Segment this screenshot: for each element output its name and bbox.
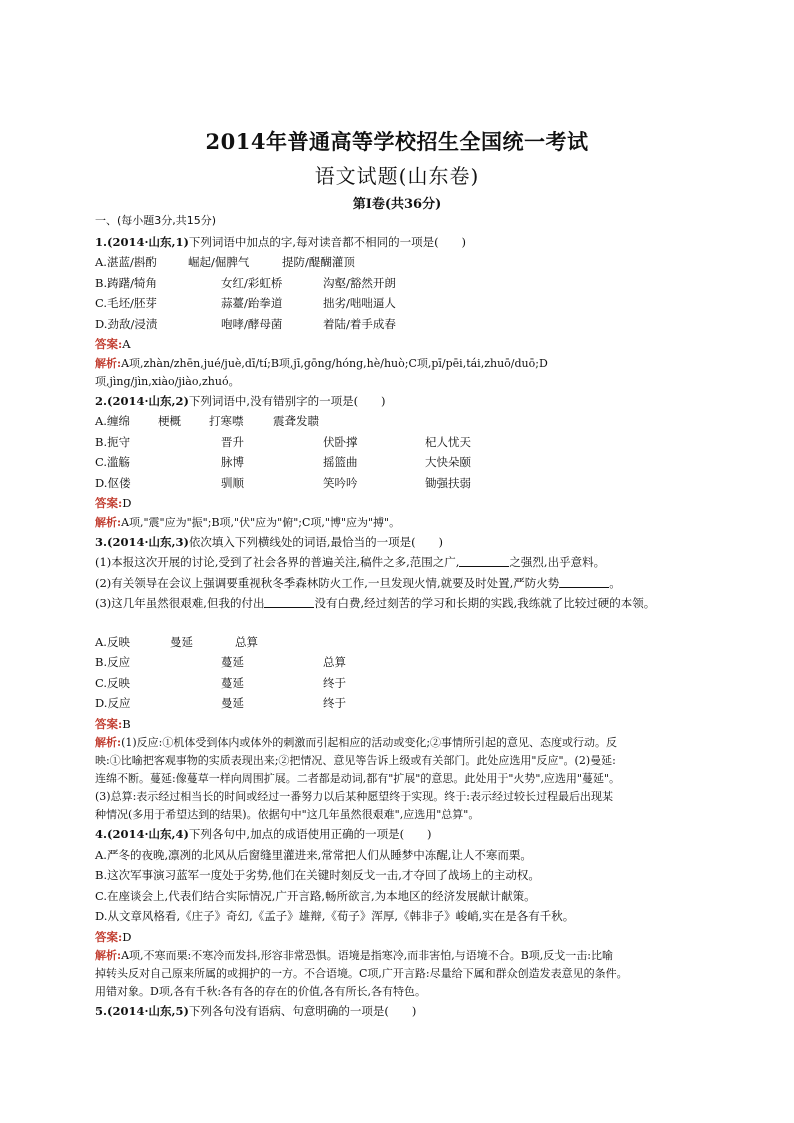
exam-subtitle: 语文试题(山东卷) — [314, 164, 480, 188]
q3-option-d: D.反应 曼延 终于 — [95, 696, 346, 710]
q3-explanation-line: (3)总算:表示经过相当长的时间或经过一番努力以后某种愿望终于实现。终于:表示经过较长过程最后出现某 — [95, 790, 613, 803]
section-heading: 一、(每小题3分,共15分) — [95, 214, 217, 227]
question-1-stem: 1.(2014·山东,1)下列词语中加点的字,每对读音都不相同的一项是( ) — [95, 234, 467, 249]
q4-option-a: A.严冬的夜晚,凛冽的北风从后窗缝里灌进来,常常把人们从睡梦中冻醒,让人不寒而栗。 — [95, 847, 532, 862]
q2-option-d: D.伛偻 驯顺 笑吟吟 锄强扶弱 — [95, 475, 471, 490]
q3-explanation-line: 映:①比喻把客观事物的实质表现出来;②把情况、意见等告诉上级或有关部门。此处应选用"反应"。(2)曼延: — [95, 754, 616, 767]
q3-sentence-2: (2)有关领导在会议上强调要重视秋冬季森林防火工作,一旦发现火情,就要及时处置,严防火势 。 — [95, 575, 621, 590]
q1-option-c: C.毛坯/胚芽 蒜薹/跆拳道 拙劣/咄咄逼人 — [95, 296, 396, 310]
question-2-stem: 2.(2014·山东,2)下列词语中,没有错别字的一项是( ) — [95, 393, 386, 408]
q3-answer: 答案:B — [95, 716, 131, 731]
q3-sentence-1: (1)本报这次开展的讨论,受到了社会各界的普遍关注,稿件之多,范围之广, 之强烈,出乎意料。 — [95, 555, 606, 569]
exam-content — [95, 211, 715, 1022]
q1-option-a: A.湛蓝/斟酌 崛起/倔脾气 提防/醍醐灌顶 — [95, 255, 355, 269]
q2-answer: 答案:D — [95, 496, 132, 510]
blank-line — [264, 595, 314, 608]
q2-option-b: B.扼守 晋升 伏卧撑 杞人忧天 — [95, 434, 471, 449]
q3-explanation-line: 连绵不断。蔓延:像蔓草一样向周围扩展。二者都是动词,都有"扩展"的意思。此处用于"火势",应选用"蔓延"。 — [95, 772, 621, 785]
q1-explanation-line: 项,jìng/jìn,xiào/jiào,zhuó。 — [95, 374, 240, 388]
q3-sentence-3: (3)这几年虽然很艰难,但我的付出 没有白费,经过刻苦的学习和长期的实践,我练就了比较过硬的本领。 — [95, 596, 656, 610]
q4-explanation-line: 掉转头反对自己原来所属的或拥护的一方。不合语境。C项,广开言路:尽量给下属和群众创造发表意见的条件。 — [95, 967, 628, 980]
q4-option-d: D.从文章风格看,《庄子》奇幻,《孟子》雄辩,《荀子》浑厚,《韩非子》峻峭,实在是各有千秋。 — [95, 909, 575, 923]
q1-explanation-line: 解析:A项,zhàn/zhēn,jué/juè,dī/tí;B项,jī,gōng/hóng,hè/huò;C项,pī/pēi,tái,zhuō/duō;D — [95, 356, 548, 370]
q1-answer: 答案:A — [95, 337, 131, 351]
volume-heading — [0, 193, 794, 212]
volume-label: 第Ⅰ卷(共36分) — [352, 197, 442, 212]
q2-explanation-line: 解析:A项,"震"应为"振";B项,"伏"应为"俯";C项,"博"应为"搏"。 — [95, 515, 401, 529]
question-3-stem: 3.(2014·山东,3)依次填入下列横线处的词语,最恰当的一项是( ) — [95, 534, 444, 549]
q1-option-d: D.劲敌/浸渍 咆哮/酵母菌 着陆/着手成春 — [95, 316, 396, 331]
q4-explanation-line: 解析:A项,不寒而栗:不寒冷而发抖,形容非常恐惧。语境是指寒冷,而非害怕,与语境不合。B项,反戈一击:比喻 — [95, 949, 613, 962]
q2-option-c: C.滥觞 脉博 摇篮曲 大快朵颐 — [95, 455, 471, 469]
q4-option-c: C.在座谈会上,代表们结合实际情况,广开言路,畅所欲言,为本地区的经济发展献计献策。 — [95, 888, 536, 903]
q4-explanation-line: 用错对象。D项,各有千秋:各有各的存在的价值,各有所长,各有特色。 — [95, 985, 427, 998]
q2-option-a: A.缠绵 梗概 打寒噤 震聋发聩 — [95, 414, 319, 428]
q3-option-b: B.反应 蔓延 总算 — [95, 655, 346, 669]
blank-line — [459, 554, 509, 567]
blank-line — [559, 575, 609, 588]
q3-option-c: C.反映 蔓延 终于 — [95, 675, 346, 690]
q4-option-b: B.这次军事演习蓝军一度处于劣势,他们在关键时刻反戈一击,才夺回了战场上的主动权。 — [95, 868, 540, 882]
q3-explanation-line: 种情况(多用于希望达到的结果)。依据句中"这几年虽然很艰难",应选用"总算"。 — [95, 808, 480, 821]
q1-option-b: B.踌躇/犄角 女红/彩虹桥 沟壑/豁然开朗 — [95, 275, 396, 290]
question-5-stem: 5.(2014·山东,5)下列各句没有语病、句意明确的一项是( ) — [95, 1004, 417, 1018]
q4-answer: 答案:D — [95, 929, 132, 944]
q3-option-a: A.反映 曼延 总算 — [95, 634, 258, 649]
question-4-stem: 4.(2014·山东,4)下列各句中,加点的成语使用正确的一项是( ) — [95, 827, 432, 841]
exam-title: 2014年普通高等学校招生全国统一考试 — [205, 129, 589, 154]
q3-explanation-line: 解析:(1)反应:①机体受到体内或体外的刺激而引起相应的活动或变化;②事情所引起的意见、态度或行动。反 — [95, 736, 618, 749]
